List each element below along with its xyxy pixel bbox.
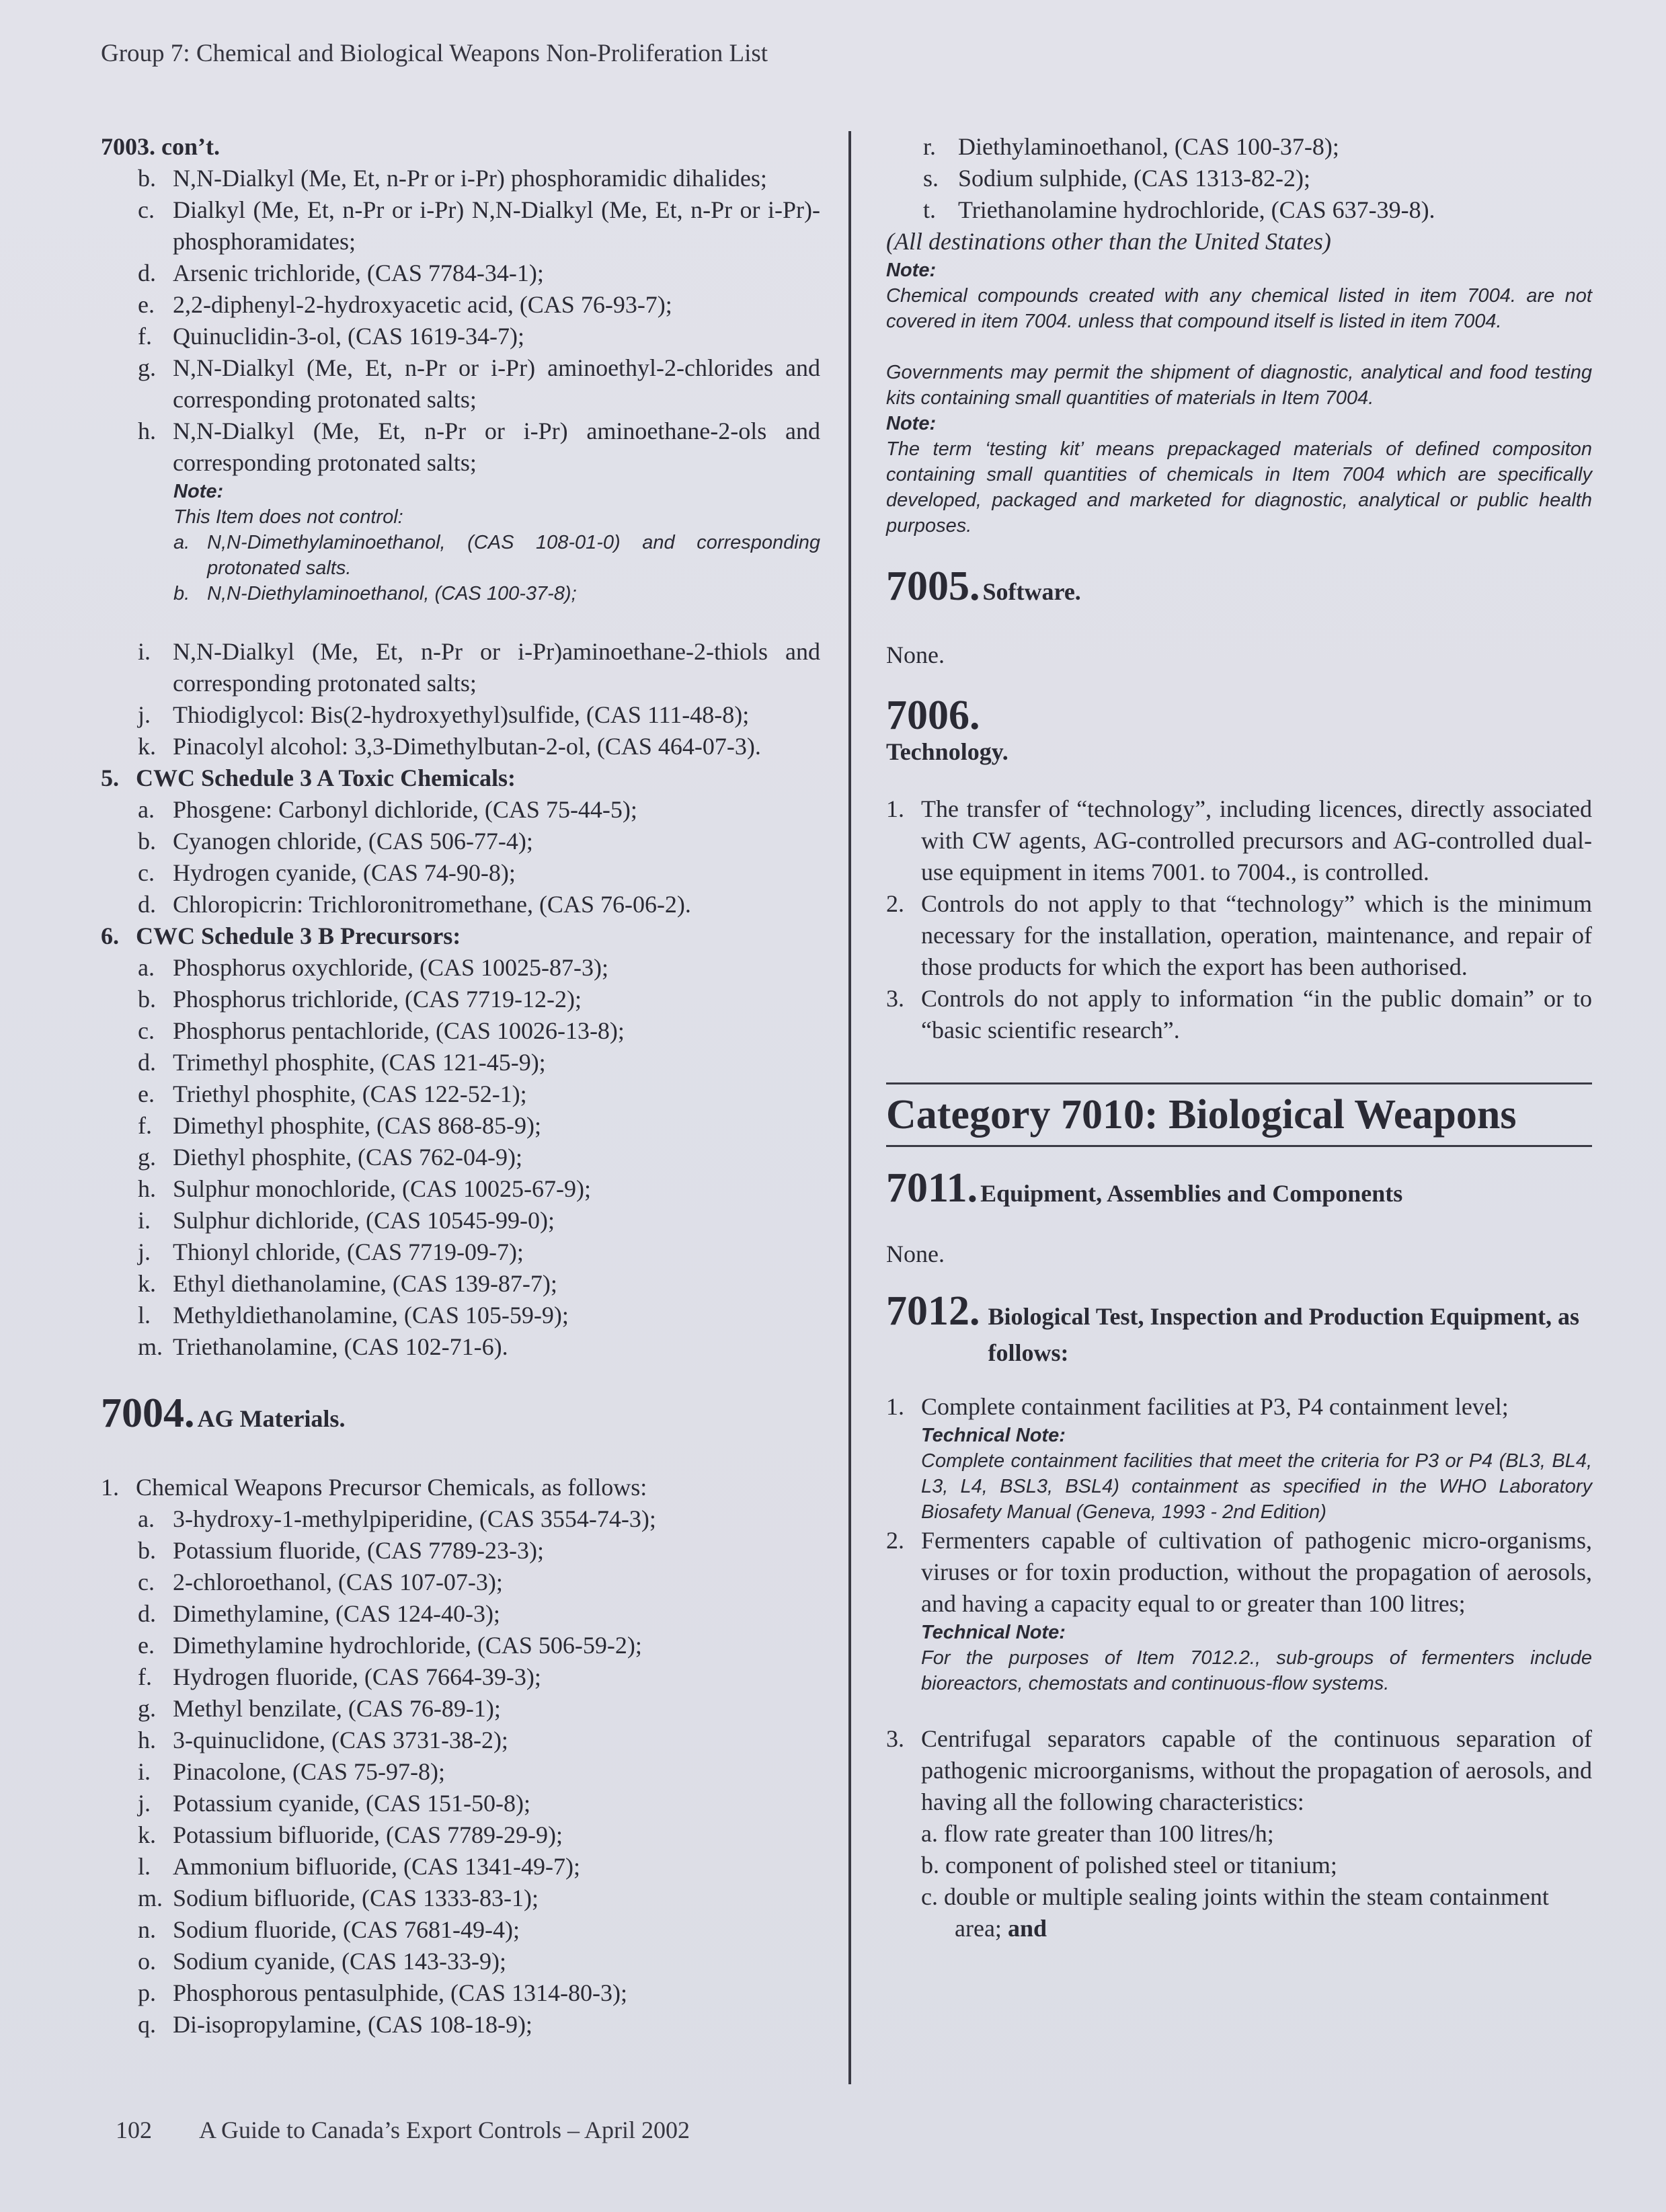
note-text: The term ‘testing kit’ means prepackaged materials of defined compositon containing small quantities of chemicals in Item 7004 which are specifically developed, packaged and marketed for diagnostic, analytical or public health purposes.	[886, 438, 1592, 537]
page-number: 102	[116, 2117, 152, 2143]
list-item: b. Potassium fluoride, (CAS 7789-23-3);	[138, 1537, 544, 1564]
note-label: Note:	[886, 260, 937, 281]
section-7011-heading: 7011. Equipment, Assemblies and Components	[886, 1165, 1403, 1211]
section-7004-heading: 7004. AG Materials.	[101, 1390, 346, 1436]
list-item: i. Sulphur dichloride, (CAS 10545-99-0);	[138, 1207, 555, 1234]
list-item: j. Thionyl chloride, (CAS 7719-09-7);	[138, 1238, 524, 1265]
list-item: a. Phosphorus oxychloride, (CAS 10025-87-3);	[138, 954, 608, 981]
running-header: Group 7: Chemical and Biological Weapons Non-Proliferation List	[101, 40, 768, 67]
list-item: d. Arsenic trichloride, (CAS 7784-34-1);	[138, 260, 544, 286]
section-7004-item-1: 1. Chemical Weapons Precursor Chemicals, as follows:	[101, 1474, 647, 1501]
schedule-3a-heading: 5. CWC Schedule 3 A Toxic Chemicals:	[101, 764, 516, 791]
section-7011-body: None.	[886, 1240, 945, 1267]
list-item: k. Potassium bifluoride, (CAS 7789-29-9);	[138, 1821, 563, 1848]
list-item: a. flow rate greater than 100 litres/h;	[921, 1820, 1274, 1847]
list-item: a. Phosgene: Carbonyl dichloride, (CAS 75-44-5);	[138, 796, 637, 823]
list-item: e. Dimethylamine hydrochloride, (CAS 506-59-2);	[138, 1632, 642, 1659]
left-column	[101, 131, 820, 2041]
list-item: 3. Controls do not apply to information “in the public domain” or to “basic scientific research”.	[886, 985, 1592, 1043]
list-item: h. Sulphur monochloride, (CAS 10025-67-9);	[138, 1175, 591, 1202]
list-item: p. Phosphorous pentasulphide, (CAS 1314-80-3);	[138, 1979, 627, 2006]
list-item: c. Dialkyl (Me, Et, n-Pr or i-Pr) N,N-Dialkyl (Me, Et, n-Pr or i-Pr)-phosphoramidates;	[138, 196, 820, 255]
list-item: l. Ammonium bifluoride, (CAS 1341-49-7);	[138, 1853, 580, 1880]
list-item: c. Phosphorus pentachloride, (CAS 10026-13-8);	[138, 1017, 625, 1044]
list-item: j. Potassium cyanide, (CAS 151-50-8);	[138, 1790, 530, 1817]
list-item: d. Dimethylamine, (CAS 124-40-3);	[138, 1600, 500, 1627]
list-item: i. Pinacolone, (CAS 75-97-8);	[138, 1758, 445, 1785]
list-item: o. Sodium cyanide, (CAS 143-33-9);	[138, 1948, 506, 1975]
list-item: k. Ethyl diethanolamine, (CAS 139-87-7);	[138, 1270, 557, 1297]
list-item: d. Trimethyl phosphite, (CAS 121-45-9);	[138, 1049, 546, 1076]
section-7005-heading: 7005. Software.	[886, 563, 1081, 609]
column-divider	[848, 131, 851, 2084]
note-label: Note:	[173, 481, 224, 502]
technical-note-1: Technical Note: Complete containment facilities that meet the criteria for P3 or P4 (BL3, BL4, L3, L4, BSL3, BSL4) containment as specified in the WHO Laboratory Biosafety Manual (Geneva, 1993 - 2nd Edition)	[921, 1425, 1592, 1523]
list-item: s. Sodium sulphide, (CAS 1313-82-2);	[923, 165, 1311, 192]
list-item: a. 3-hydroxy-1-methylpiperidine, (CAS 3554-74-3);	[138, 1505, 656, 1532]
list-7006	[886, 793, 1592, 1046]
section-7006-number: 7006.	[886, 693, 980, 738]
list-item: q. Di-isopropylamine, (CAS 108-18-9);	[138, 2011, 532, 2038]
list-7004-precursors	[101, 1503, 820, 2041]
list-item: n. Sodium fluoride, (CAS 7681-49-4);	[138, 1916, 520, 1943]
note-item: a. N,N-Dimethylaminoethanol, (CAS 108-01-0) and corresponding protonated salts.	[173, 532, 820, 579]
list-item: e. 2,2-diphenyl-2-hydroxyacetic acid, (CAS 76-93-7);	[138, 291, 672, 318]
section-7005-body: None.	[886, 641, 945, 668]
list-item: f. Dimethyl phosphite, (CAS 868-85-9);	[138, 1112, 541, 1139]
list-item: h. 3-quinuclidone, (CAS 3731-38-2);	[138, 1727, 508, 1753]
list-item: m. Sodium bifluoride, (CAS 1333-83-1);	[138, 1885, 539, 1911]
publication-title: A Guide to Canada’s Export Controls – April 2002	[199, 2117, 690, 2143]
note-item: b. N,N-Diethylaminoethanol, (CAS 100-37-8);	[173, 583, 577, 604]
list-item: g. N,N-Dialkyl (Me, Et, n-Pr or i-Pr) aminoethyl-2-chlorides and corresponding protonated salts;	[138, 354, 820, 413]
note-7003h	[101, 479, 820, 606]
list-item: g. Methyl benzilate, (CAS 76-89-1);	[138, 1695, 501, 1722]
schedule-3b-heading: 6. CWC Schedule 3 B Precursors:	[101, 922, 461, 949]
list-item: c. Hydrogen cyanide, (CAS 74-90-8);	[138, 859, 516, 886]
list-item: i. N,N-Dialkyl (Me, Et, n-Pr or i-Pr)aminoethane-2-thiols and corresponding protonated salts;	[138, 638, 820, 697]
list-item: d. Chloropicrin: Trichloronitromethane, (CAS 76-06-2).	[138, 891, 691, 918]
section-7012-item-3: 3. Centrifugal separators capable of the continuous separation of pathogenic microorganisms, without the propagation of aerosols, and having all the following characteristics:	[886, 1725, 1592, 1815]
list-item: b. Phosphorus trichloride, (CAS 7719-12-2);	[138, 986, 582, 1013]
note-text: Governments may permit the shipment of diagnostic, analytical and food testing kits containing small quantities of materials in Item 7004.	[886, 362, 1592, 409]
list-item: b. N,N-Dialkyl (Me, Et, n-Pr or i-Pr) phosphoramidic dihalides;	[138, 165, 767, 192]
section-7012-item-2: 2. Fermenters capable of cultivation of pathogenic micro-organisms, viruses or for toxin production, without the propagation of aerosols, and having a capacity equal to or greater than 100 litres;	[886, 1527, 1592, 1617]
list-item: c. double or multiple sealing joints within the steam containment area; and	[921, 1883, 1549, 1942]
technical-note-2: Technical Note: For the purposes of Item 7012.2., sub-groups of fermenters include bioreactors, chemostats and continuous-flow systems.	[921, 1622, 1592, 1694]
section-7012-item-3-sublist	[886, 1818, 1592, 1944]
note-text: Chemical compounds created with any chemical listed in item 7004. are not covered in item 7004. unless that compound itself is listed in item 7004.	[886, 285, 1592, 332]
list-item: f. Hydrogen fluoride, (CAS 7664-39-3);	[138, 1663, 541, 1690]
list-item: r. Diethylaminoethanol, (CAS 100-37-8);	[923, 133, 1339, 160]
section-7006-title: Technology.	[886, 738, 1008, 765]
list-item: 1. The transfer of “technology”, including licences, directly associated with CW agents, AG-controlled precursors and AG-controlled dual-use equipment in items 7001. to 7004., is controlled.	[886, 795, 1592, 885]
list-item: g. Diethyl phosphite, (CAS 762-04-9);	[138, 1144, 522, 1171]
section-7003-cont-heading: 7003. con’t.	[101, 133, 220, 160]
list-item: 2. Controls do not apply to that “technology” which is the minimum necessary for the installation, operation, maintenance, and repair of those products for which the export has been authorised.	[886, 890, 1592, 980]
section-7012-item-1: 1. Complete containment facilities at P3, P4 containment level;	[886, 1393, 1509, 1420]
list-item: h. N,N-Dialkyl (Me, Et, n-Pr or i-Pr) aminoethane-2-ols and corresponding protonated salts;	[138, 418, 820, 476]
right-column	[886, 131, 1592, 1944]
list-item: j. Thiodiglycol: Bis(2-hydroxyethyl)sulfide, (CAS 111-48-8);	[138, 701, 750, 728]
list-7003-b-h	[101, 163, 820, 479]
note-intro: This Item does not control:	[173, 506, 403, 528]
page-footer	[116, 2116, 690, 2144]
list-schedule-3a	[101, 794, 820, 920]
list-item: e. Triethyl phosphite, (CAS 122-52-1);	[138, 1080, 527, 1107]
list-item: b. Cyanogen chloride, (CAS 506-77-4);	[138, 828, 533, 855]
list-item: c. 2-chloroethanol, (CAS 107-07-3);	[138, 1569, 503, 1595]
note-label: Note:	[886, 413, 937, 434]
list-item: l. Methyldiethanolamine, (CAS 105-59-9);	[138, 1302, 569, 1329]
list-7003-i-k	[101, 636, 820, 762]
list-schedule-3b	[101, 952, 820, 1363]
destinations-note: (All destinations other than the United States)	[886, 228, 1331, 255]
list-item: f. Quinuclidin-3-ol, (CAS 1619-34-7);	[138, 323, 524, 350]
category-title: Category 7010: Biological Weapons	[886, 1092, 1517, 1138]
list-item: b. component of polished steel or titanium;	[921, 1852, 1337, 1879]
list-item: m. Triethanolamine, (CAS 102-71-6).	[138, 1333, 508, 1360]
section-7012-heading: 7012. Biological Test, Inspection and Production Equipment, as follows:	[886, 1288, 1580, 1366]
list-item: t. Triethanolamine hydrochloride, (CAS 637-39-8).	[923, 196, 1435, 223]
list-7004-r-t	[886, 131, 1592, 226]
list-item: k. Pinacolyl alcohol: 3,3-Dimethylbutan-2-ol, (CAS 464-07-3).	[138, 733, 761, 760]
